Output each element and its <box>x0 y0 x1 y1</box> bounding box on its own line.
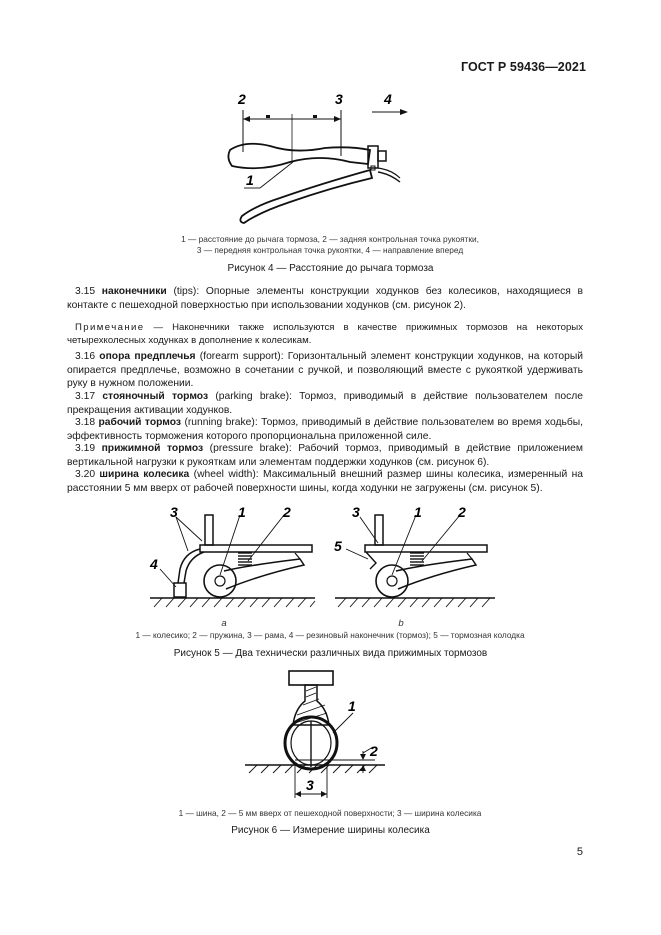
figure-6-title: Рисунок 6 — Измерение ширины колесика <box>231 825 430 836</box>
figure-6-wheel-width-drawing <box>235 665 410 805</box>
definition-3-16 <box>67 350 583 391</box>
note-text: — Наконечники также используются в качестве прижимных тормозов на некоторых четырехколесных ходунках в дополнение к колесикам. <box>67 322 583 346</box>
definition-term: стояночный тормоз <box>102 391 209 402</box>
definition-term: рабочий тормоз <box>98 417 182 428</box>
figure-5-sub-b: b <box>398 618 404 629</box>
figure-5a-pressure-brake-drawing <box>140 503 320 618</box>
figure-6-label-2: 2 <box>370 743 378 759</box>
figure-5-title: Рисунок 5 — Два технически различных вида прижимных тормозов <box>173 648 488 659</box>
note-tips <box>67 321 583 347</box>
figure-4-label-3: 3 <box>335 91 343 107</box>
figure-5-sub-a: a <box>221 618 227 629</box>
figure-4-label-1: 1 <box>246 172 254 188</box>
definition-number: 3.17 <box>75 391 96 402</box>
page-number: 5 <box>576 846 583 858</box>
figure-5b-label-2: 2 <box>458 504 466 520</box>
definition-text: (running brake): Тормоз, приводимый в действие пользователем во время ходьбы, эффективность торможения которого пропорциональна приложенной силе. <box>67 417 583 442</box>
definition-3-17 <box>67 390 583 417</box>
definition-number: 3.19 <box>75 443 96 454</box>
figure-5a-label-2: 2 <box>283 504 291 520</box>
figure-5b-label-5: 5 <box>334 538 342 554</box>
definition-number: 3.20 <box>75 469 96 480</box>
figure-5b-label-3: 3 <box>352 504 360 520</box>
definition-text: (tips): Опорные элементы конструкции ходунков без колесиков, находящиеся в контакте с пешеходной поверхностью при использовании ходунков (см. рисунок 2). <box>67 286 583 311</box>
figure-6-label-1: 1 <box>348 698 356 714</box>
definition-term: опора предплечья <box>99 351 196 362</box>
figure-4-label-4: 4 <box>384 91 392 107</box>
figure-5-legend: 1 — колесико; 2 — пружина, 3 — рама, 4 — резиновый наконечник (тормоз); 5 — тормозная колодка <box>135 630 525 640</box>
figure-4-legend-line-2: 3 — передняя контрольная точка рукоятки, 4 — направление вперед <box>196 245 464 255</box>
definition-3-15 <box>67 285 583 312</box>
definition-number: 3.15 <box>75 286 96 297</box>
figure-4-title: Рисунок 4 — Расстояние до рычага тормоза <box>227 263 434 274</box>
definition-term: наконечники <box>101 286 167 297</box>
figure-5a-label-1: 1 <box>238 504 246 520</box>
definition-text: (forearm support): Горизонтальный элемент конструкции ходунков, на который опирается предплечье, возможно в сочетании с ручкой, и позволяющий вместе с рукояткой удерживать руку в нужном положении. <box>67 351 584 390</box>
figure-5a-label-3: 3 <box>170 504 178 520</box>
definition-number: 3.16 <box>75 351 96 362</box>
definition-term: прижимной тормоз <box>101 443 204 454</box>
figure-5b-pressure-brake-drawing <box>330 503 500 618</box>
definition-number: 3.18 <box>75 417 96 428</box>
definition-text: (parking brake): Тормоз, приводимый в действие пользователем после прекращения активации ходунков. <box>67 391 583 416</box>
definition-3-20 <box>67 468 583 495</box>
definition-3-18 <box>67 416 583 443</box>
figure-4-legend-line-1: 1 — расстояние до рычага тормоза, 2 — задняя контрольная точка рукоятки, <box>181 234 479 244</box>
figure-6-legend: 1 — шина, 2 — 5 мм вверх от пешеходной поверхности; 3 — ширина колесика <box>178 808 482 818</box>
definition-text: (wheel width): Максимальный внешний размер шины колесика, измеренный на расстоянии 5 мм вверх от рабочей поверхности шины, когда ходунки не загружены (см. рисунок 5). <box>67 469 583 494</box>
note-label: Примечание <box>75 322 145 333</box>
definition-term: ширина колесика <box>99 469 190 480</box>
figure-6-label-3: 3 <box>306 777 314 793</box>
document-standard-number: ГОСТ Р 59436—2021 <box>460 60 586 74</box>
definition-text: (pressure brake): Рабочий тормоз, приводимый в действие приложением вертикальной нагрузки к рукояткам или элементам поддержки ходунков (см. рисунок 6). <box>67 443 583 468</box>
figure-5a-label-4: 4 <box>150 556 158 572</box>
figure-4-label-2: 2 <box>238 91 246 107</box>
definition-3-19 <box>67 442 583 469</box>
figure-5b-label-1: 1 <box>414 504 422 520</box>
figure-4-brake-lever-drawing <box>200 88 440 233</box>
